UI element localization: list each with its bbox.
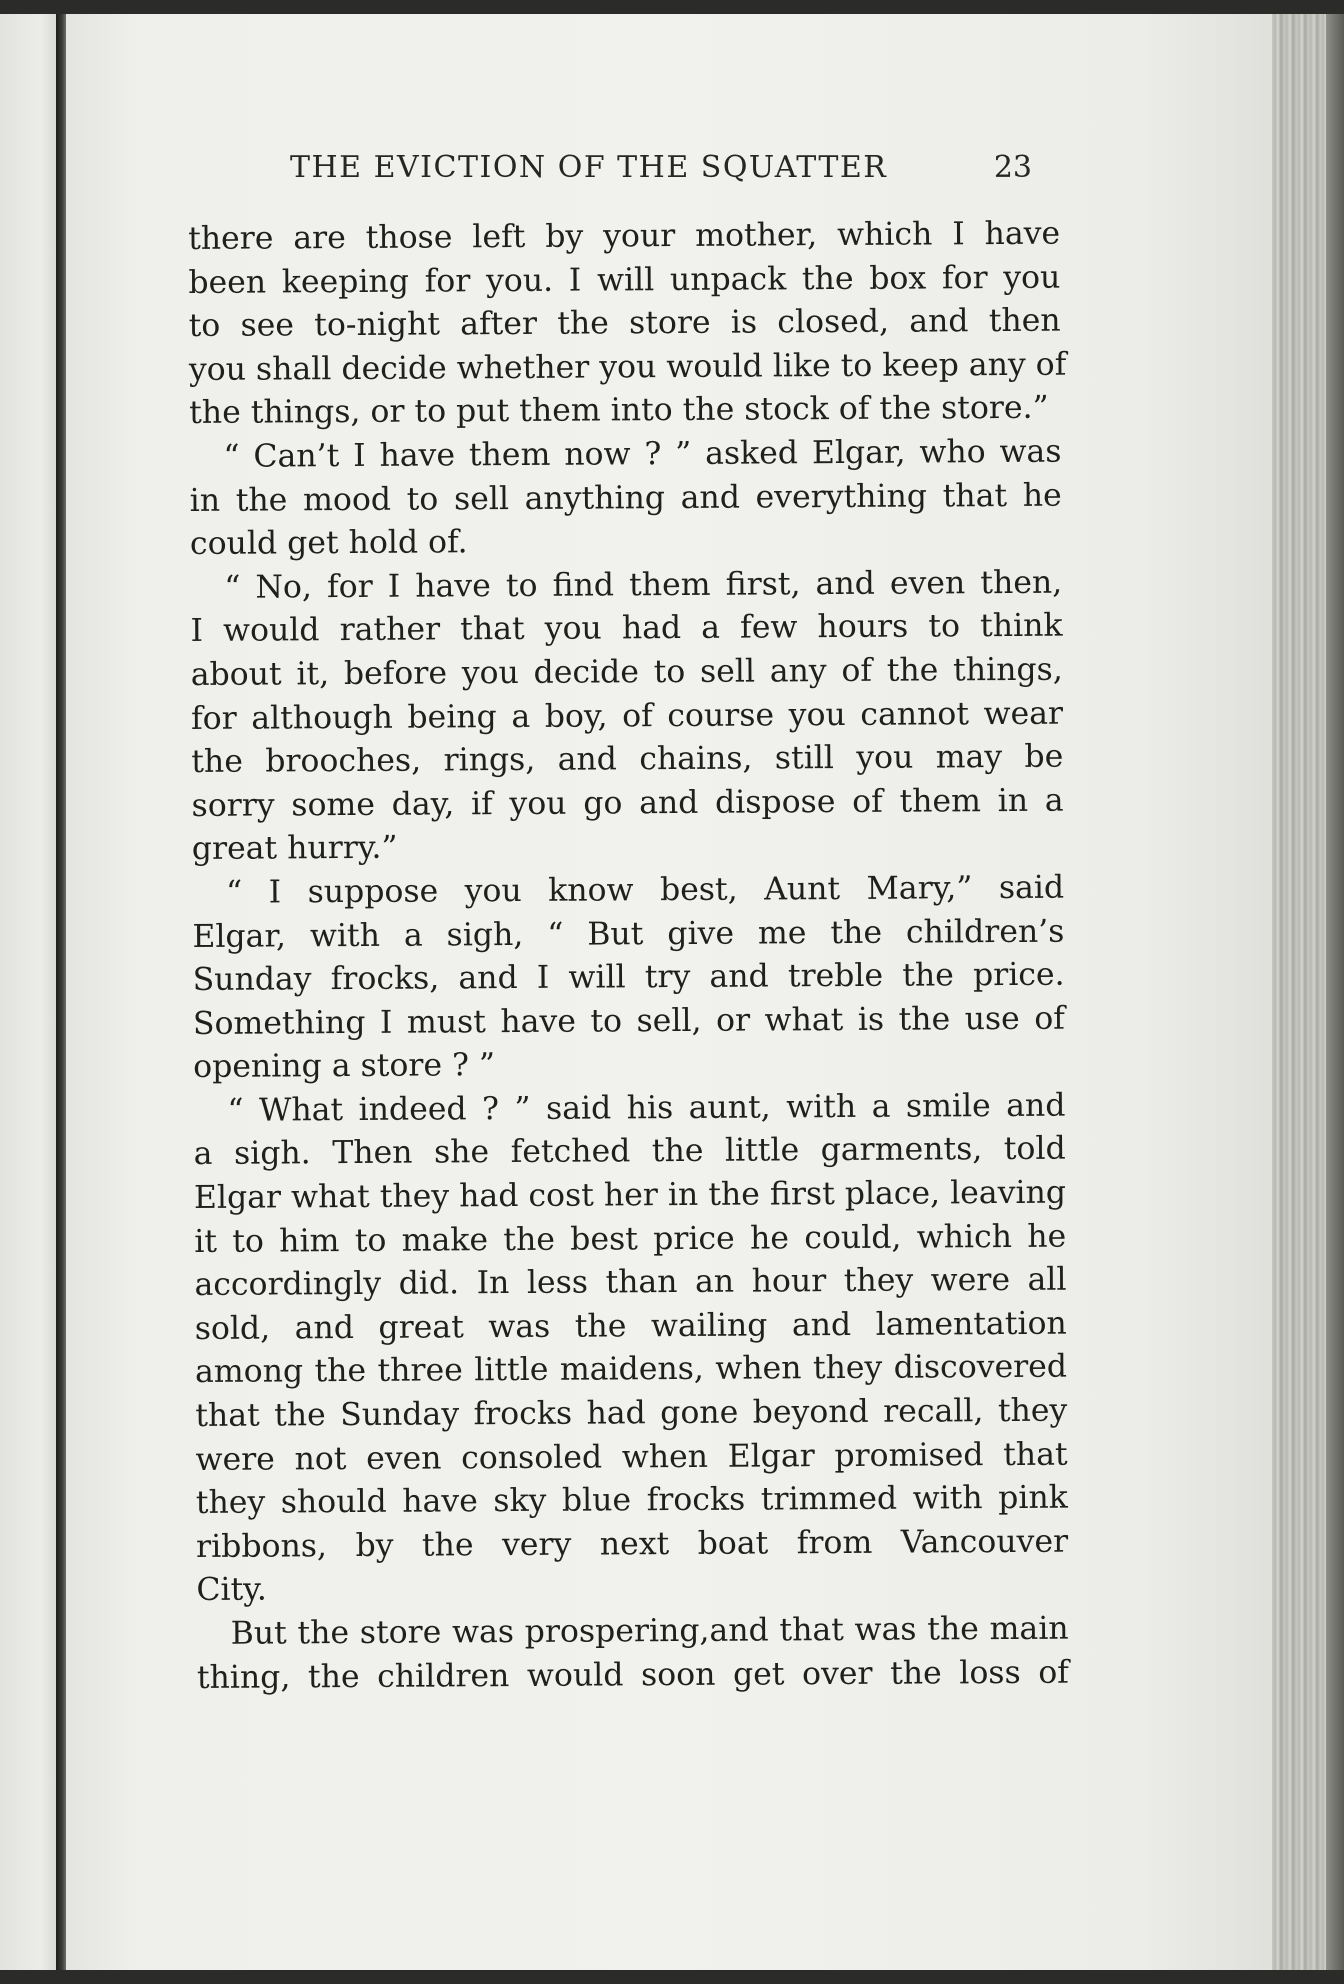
text-line: a sigh. Then she fetched the little garments, told: [193, 1131, 1066, 1173]
text-line: sold, and great was the wailing and lamentation: [194, 1305, 1067, 1347]
text-line: in the mood to sell anything and everything that he: [189, 477, 1062, 519]
text-line: it to him to make the best price he could, which he: [194, 1218, 1067, 1260]
text-line: the things, or to put them into the stock of the store.”: [189, 390, 1049, 432]
text-line: Elgar, with a sigh, “ But give me the children’s: [192, 913, 1065, 955]
text-line: to see to-night after the store is closed, and then: [188, 302, 1061, 345]
previous-page-edge: [0, 14, 58, 1970]
text-line: about it, before you decide to sell any of the things,: [190, 651, 1063, 693]
text-line: “ Can’t I have them now ? ” asked Elgar, who was: [223, 433, 1062, 475]
text-line: could get hold of.: [189, 524, 468, 563]
running-header: [290, 150, 1032, 200]
text-line: “ What indeed ? ” said his aunt, with a smile and: [227, 1087, 1066, 1129]
book-gutter: [56, 14, 66, 1970]
text-line: thing, the children would soon get over the loss of: [196, 1654, 1070, 1696]
page-stack-edge: [1272, 14, 1344, 1970]
text-line: there are those left by your mother, which I have: [188, 215, 1061, 257]
text-line: that the Sunday frocks had gone beyond recall, they: [195, 1392, 1068, 1435]
text-line: Sunday frocks, and I will try and treble the price.: [192, 956, 1065, 999]
page-number: 23: [993, 150, 1032, 185]
text-line: “ I suppose you know best, Aunt Mary,” said: [226, 869, 1065, 911]
text-line: among the three little maidens, when they discovered: [194, 1349, 1068, 1391]
text-line: Elgar what they had cost her in the first place, leaving: [193, 1174, 1067, 1217]
text-line: ribbons, by the very next boat from Vancouver: [196, 1523, 1069, 1565]
text-line: been keeping for you. I will unpack the box for you: [188, 259, 1061, 301]
text-line: I would rather that you had a few hours to think: [190, 608, 1063, 650]
text-line: Something I must have to sell, or what is the use of: [192, 1000, 1066, 1042]
body-text: [188, 213, 1069, 1700]
text-line: you shall decide whether you would like to keep any of: [188, 346, 1067, 388]
text-line: City.: [196, 1571, 267, 1609]
text-line: But the store was prospering,and that was the main: [230, 1610, 1069, 1652]
text-line: great hurry.”: [191, 830, 398, 868]
text-line: were not even consoled when Elgar promised that: [195, 1436, 1068, 1478]
running-title: THE EVICTION OF THE SQUATTER: [290, 150, 888, 185]
text-line: sorry some day, if you go and dispose of them in a: [191, 782, 1064, 824]
text-line: the brooches, rings, and chains, still you may be: [191, 738, 1064, 781]
text-line: accordingly did. In less than an hour they were all: [194, 1261, 1067, 1304]
text-line: “ No, for I have to find them first, and even then,: [224, 564, 1063, 606]
text-line: opening a store ? ”: [193, 1047, 496, 1086]
text-line: for although being a boy, of course you cannot wear: [190, 695, 1064, 737]
text-line: they should have sky blue frocks trimmed with pink: [195, 1479, 1068, 1522]
